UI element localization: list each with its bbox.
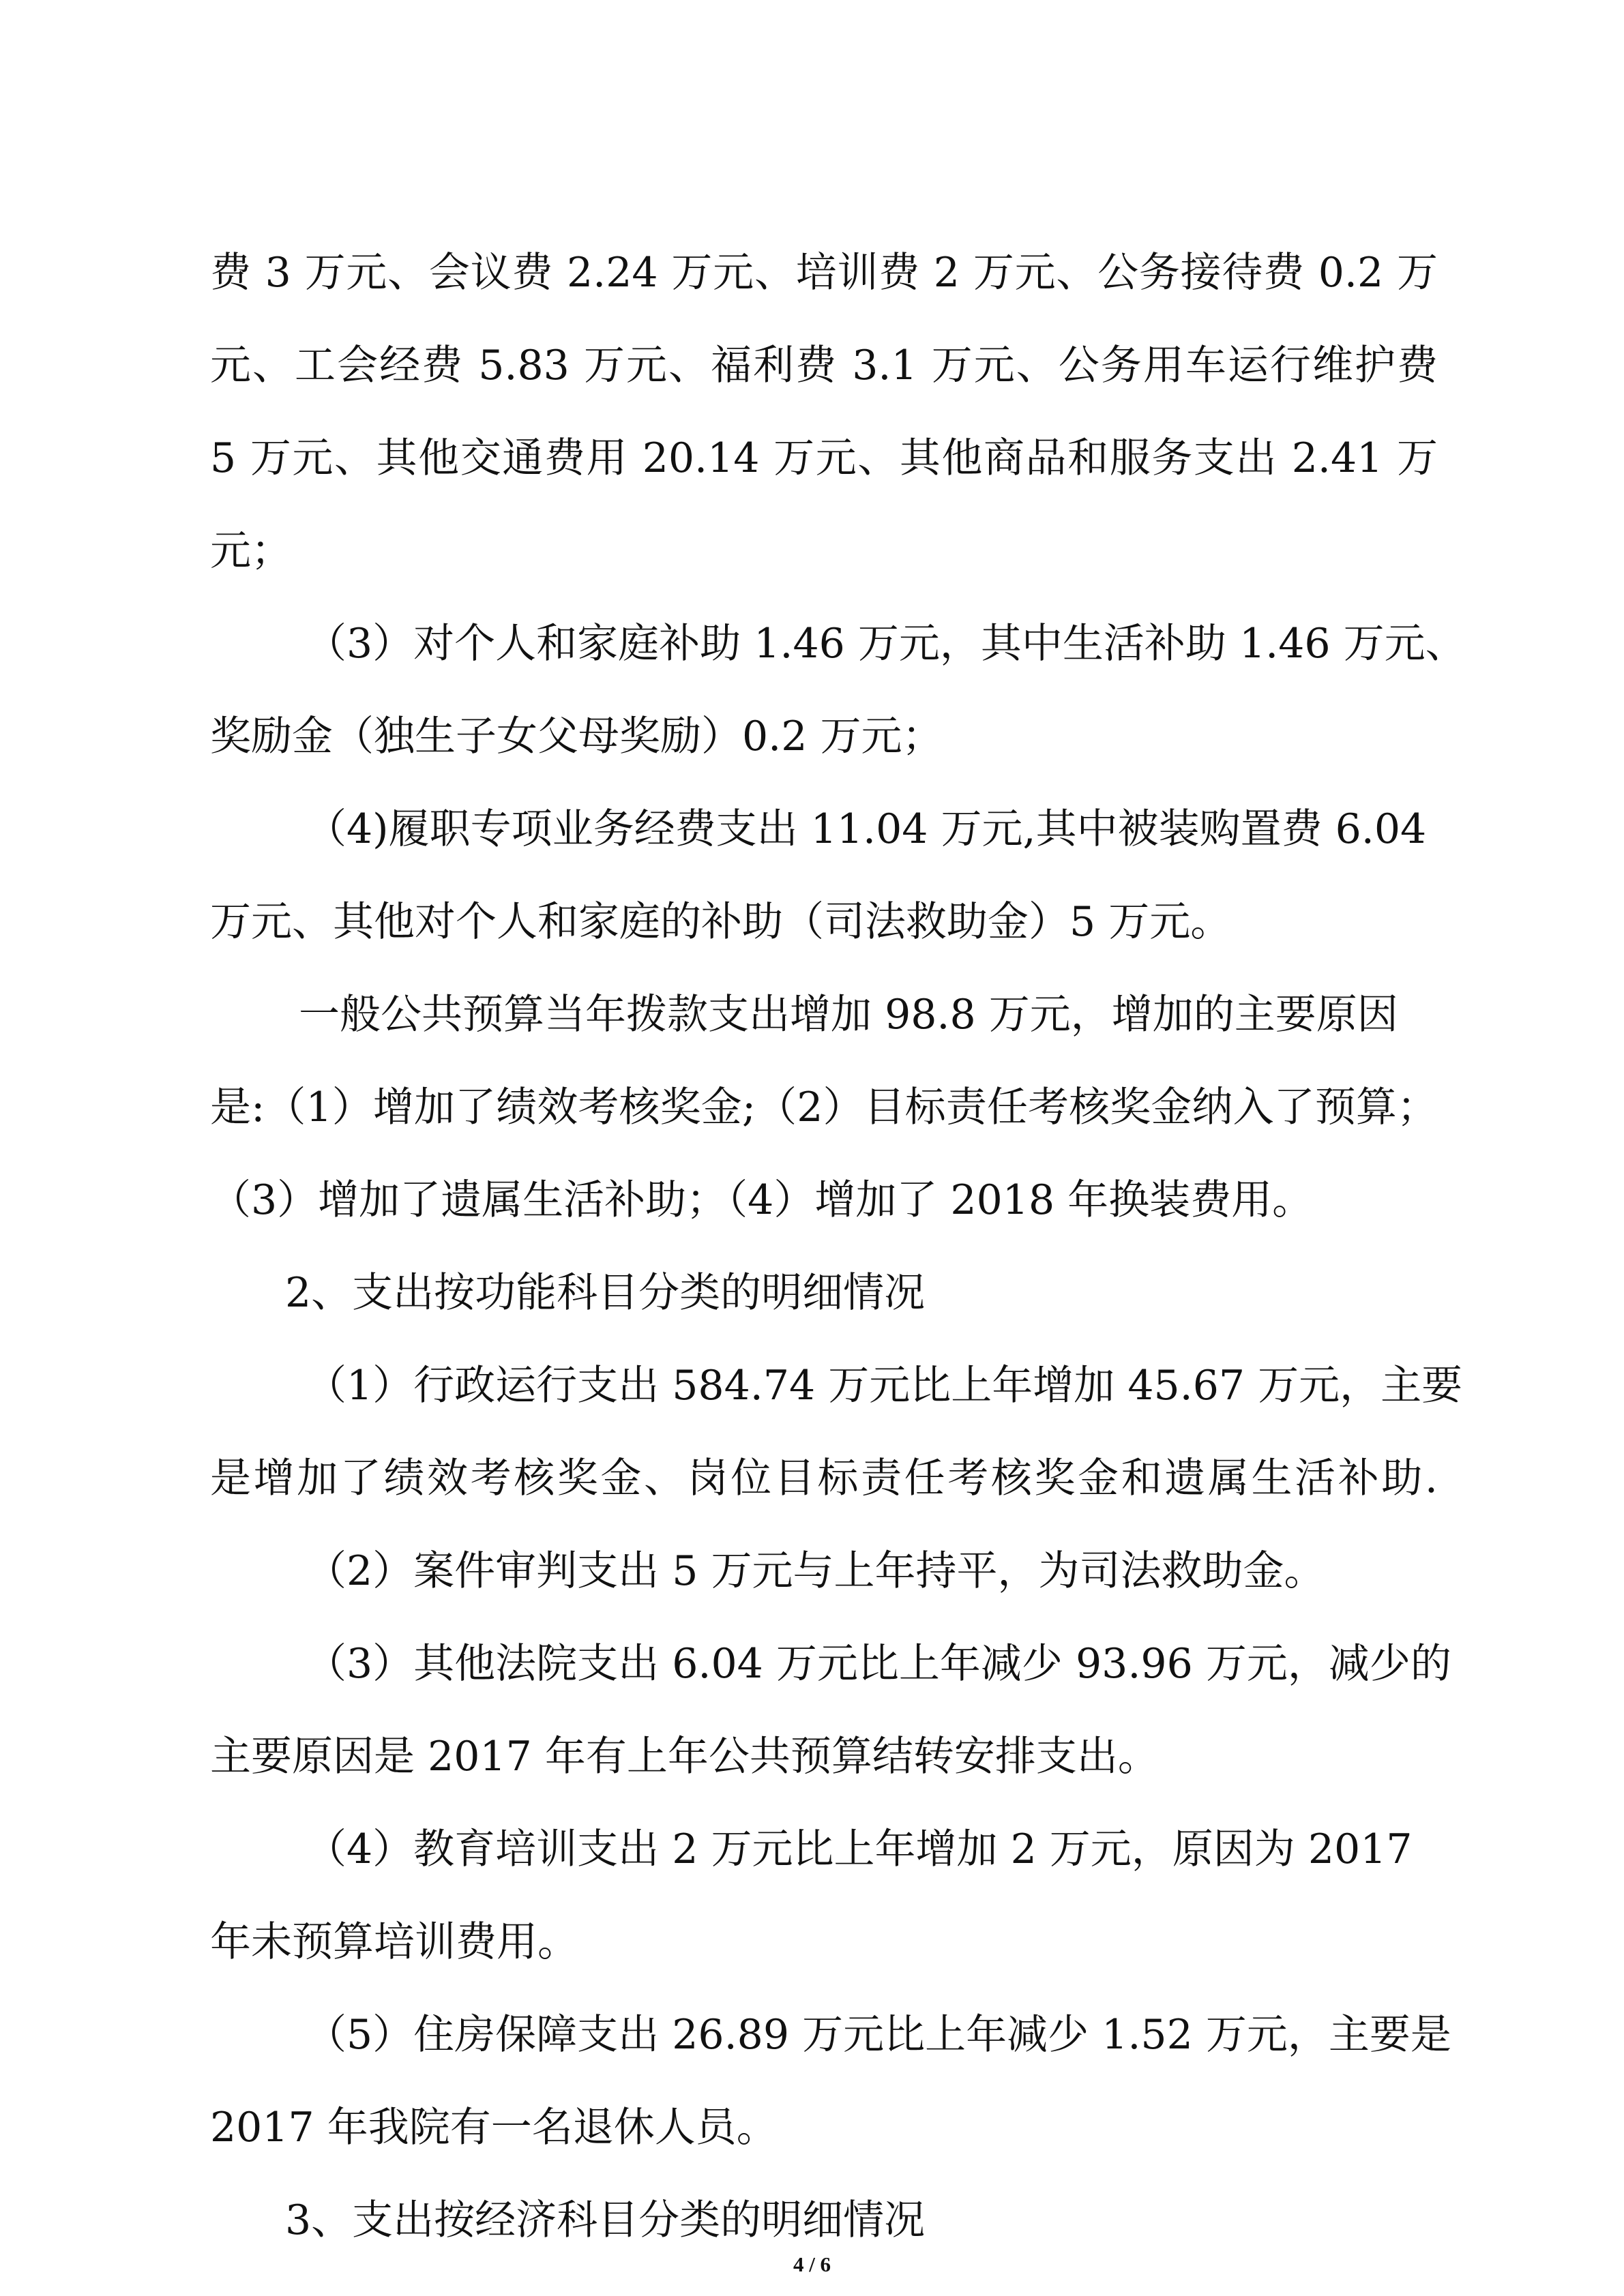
text-line-19: 年未预算培训费用。 <box>210 1918 578 1966</box>
text-line-11: （3）增加了遗属生活补助；（4）增加了 2018 年换装费用。 <box>210 1176 1314 1224</box>
text-line-21: 2017 年我院有一名退休人员。 <box>210 2104 778 2151</box>
text-line-13: （1）行政运行支出 584.74 万元比上年增加 45.67 万元，主要 <box>306 1362 1463 1410</box>
text-line-10: 是:（1）增加了绩效考核奖金;（2）目标责任考核奖金纳入了预算； <box>210 1084 1438 1131</box>
text-line-4: 元； <box>210 527 292 575</box>
text-line-2: 元、工会经费 5.83 万元、福利费 3.1 万元、公务用车运行维护费 <box>210 342 1438 389</box>
text-line-16: （3）其他法院支出 6.04 万元比上年减少 93.96 万元，减少的 <box>306 1640 1451 1688</box>
text-line-9: 一般公共预算当年拨款支出增加 98.8 万元，增加的主要原因 <box>299 991 1398 1039</box>
text-line-18: （4）教育培训支出 2 万元比上年增加 2 万元，原因为 2017 <box>306 1825 1413 1873</box>
text-line-7: （4)履职专项业务经费支出 11.04 万元,其中被装购置费 6.04 <box>306 805 1427 853</box>
text-line-5: （3）对个人和家庭补助 1.46 万元，其中生活补助 1.46 万元、 <box>306 620 1466 668</box>
text-line-20: （5）住房保障支出 26.89 万元比上年减少 1.52 万元，主要是 <box>306 2011 1451 2059</box>
text-line-1: 费 3 万元、会议费 2.24 万元、培训费 2 万元、公务接待费 0.2 万 <box>210 249 1438 297</box>
text-line-6: 奖励金（独生子女父母奖励）0.2 万元； <box>210 713 943 760</box>
section-heading-2: 2、支出按功能科目分类的明细情况 <box>285 1269 926 1317</box>
section-heading-3: 3、支出按经济科目分类的明细情况 <box>285 2196 926 2244</box>
text-line-3: 5 万元、其他交通费用 20.14 万元、其他商品和服务支出 2.41 万 <box>210 434 1438 482</box>
text-line-14: 是增加了绩效考核奖金、岗位目标责任考核奖金和遗属生活补助. <box>210 1455 1438 1502</box>
text-line-15: （2）案件审判支出 5 万元与上年持平，为司法救助金。 <box>306 1547 1325 1595</box>
page-number: 4 / 6 <box>793 2252 831 2276</box>
text-line-8: 万元、其他对个人和家庭的补助（司法救助金）5 万元。 <box>210 898 1232 946</box>
text-line-17: 主要原因是 2017 年有上年公共预算结转安排支出。 <box>210 1733 1159 1780</box>
